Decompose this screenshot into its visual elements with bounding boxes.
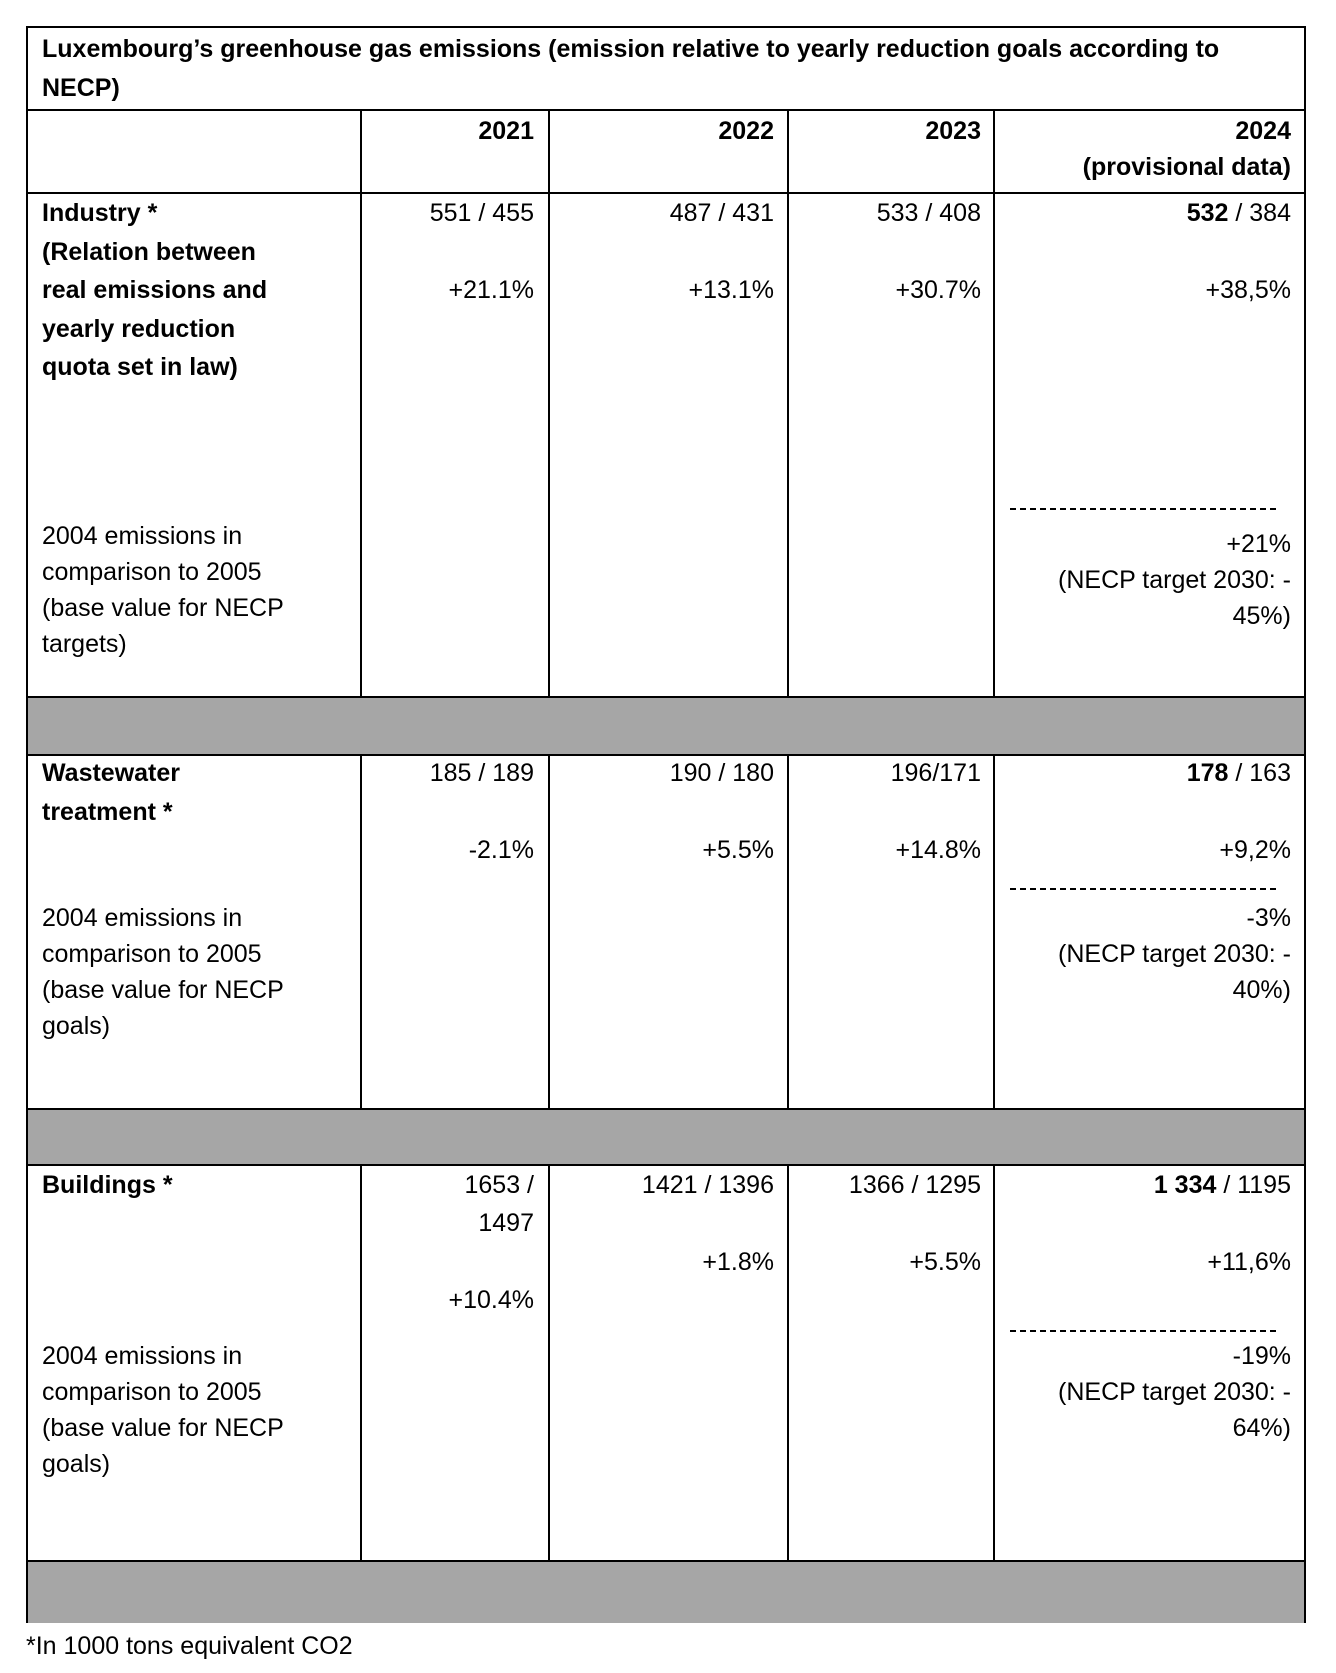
header-year-2023: 2023	[925, 117, 981, 145]
industry-2024-ratio	[995, 194, 1291, 232]
dashed-divider	[1010, 508, 1276, 510]
buildings-2024-change: +11,6%	[1207, 1248, 1291, 1276]
buildings-2022-change: +1.8%	[702, 1248, 774, 1276]
label-line: Buildings *	[42, 1171, 173, 1199]
label-line: (base value for NECP	[42, 1414, 284, 1442]
label-line: (Relation between	[42, 237, 256, 266]
ratio-emission-bold: 1 334	[1153, 1171, 1217, 1199]
wastewater-2023-ratio: 196/171	[890, 759, 981, 787]
wastewater-label	[42, 710, 180, 831]
separator-band-3	[28, 1560, 1304, 1623]
industry-2022-change: +13.1%	[688, 276, 774, 304]
wastewater-2024-change: +9,2%	[1219, 836, 1291, 864]
buildings-target-line-2: 64%)	[1232, 1414, 1291, 1442]
header-year-2024: 2024	[1235, 117, 1291, 145]
buildings-2021-ratio-line-2: 1497	[478, 1209, 534, 1237]
label-line: (base value for NECP	[42, 976, 284, 1004]
col-divider	[787, 754, 789, 1108]
label-line: comparison to 2005	[42, 1378, 262, 1406]
ratio-emission-bold: 532	[1186, 199, 1229, 227]
header-year-2021: 2021	[478, 117, 534, 145]
label-line: targets)	[42, 630, 127, 658]
industry-target-line-1: (NECP target 2030: -	[1058, 566, 1291, 594]
wastewater-2022-change: +5.5%	[702, 836, 774, 864]
label-line: comparison to 2005	[42, 558, 262, 586]
label-line: comparison to 2005	[42, 940, 262, 968]
wastewater-target-line-1: (NECP target 2030: -	[1058, 940, 1291, 968]
buildings-2023-ratio: 1366 / 1295	[848, 1171, 981, 1199]
buildings-2021-change: +10.4%	[448, 1286, 534, 1314]
buildings-2022-ratio: 1421 / 1396	[641, 1171, 774, 1199]
industry-comparison-value: +21%	[1226, 530, 1291, 558]
buildings-2021-ratio-line-1: 1653 /	[464, 1171, 534, 1199]
label-line: yearly reduction	[42, 314, 236, 343]
ratio-emission-bold: 178	[1186, 759, 1229, 787]
buildings-comparison-label	[42, 1338, 284, 1482]
label-line: goals)	[42, 1012, 111, 1040]
col-divider	[548, 1164, 550, 1560]
buildings-target-line-1: (NECP target 2030: -	[1058, 1378, 1291, 1406]
header-year-2024-note: (provisional data)	[1082, 153, 1291, 181]
separator-band-1	[28, 696, 1304, 756]
industry-2023-change: +30.7%	[895, 276, 981, 304]
label-line: 2004 emissions in	[42, 904, 243, 932]
wastewater-comparison-value: -3%	[1246, 904, 1291, 932]
wastewater-2021-ratio: 185 / 189	[429, 759, 534, 787]
ratio-quota: / 384	[1228, 199, 1291, 227]
buildings-2024-ratio	[995, 1166, 1291, 1204]
footnote: *In 1000 tons equivalent CO2	[26, 1632, 353, 1660]
buildings-2023-change: +5.5%	[909, 1248, 981, 1276]
industry-target-line-2: 45%)	[1232, 602, 1291, 630]
industry-comparison-label	[42, 518, 284, 662]
label-line: treatment *	[42, 797, 173, 826]
separator-band-2	[28, 1108, 1304, 1166]
ratio-quota: / 163	[1228, 759, 1291, 787]
industry-2023-ratio: 533 / 408	[876, 199, 981, 227]
col-divider	[548, 754, 550, 1108]
label-line: goals)	[42, 1450, 111, 1478]
wastewater-comparison-label	[42, 900, 284, 1044]
industry-2022-ratio: 487 / 431	[669, 199, 774, 227]
industry-2021-ratio: 551 / 455	[429, 199, 534, 227]
industry-2024-change: +38,5%	[1205, 276, 1291, 304]
col-divider	[360, 754, 362, 1108]
label-line: Industry *	[42, 199, 158, 227]
wastewater-target-line-2: 40%)	[1232, 976, 1291, 1004]
col-divider	[787, 1164, 789, 1560]
dashed-divider	[1010, 888, 1276, 890]
label-line: quota set in law)	[42, 353, 238, 381]
ratio-quota: / 1195	[1216, 1171, 1291, 1199]
buildings-comparison-value: -19%	[1232, 1342, 1291, 1370]
dashed-divider	[1010, 1330, 1276, 1332]
table-title: Luxembourg’s greenhouse gas emissions (emission relative to yearly reduction goals according to NECP)	[42, 35, 1220, 102]
industry-2021-change: +21.1%	[448, 276, 534, 304]
wastewater-2024-ratio	[995, 754, 1291, 792]
wastewater-2022-ratio: 190 / 180	[669, 759, 774, 787]
wastewater-2021-change: -2.1%	[468, 836, 534, 864]
wastewater-2023-change: +14.8%	[895, 836, 981, 864]
header-year-2022: 2022	[718, 117, 774, 145]
label-line: Wastewater	[42, 759, 181, 787]
label-line: (base value for NECP	[42, 594, 284, 622]
label-line: 2004 emissions in	[42, 522, 243, 550]
title-divider	[28, 109, 1304, 111]
label-line: 2004 emissions in	[42, 1342, 243, 1370]
emissions-table	[26, 26, 1306, 1623]
label-line: real emissions and	[42, 276, 268, 304]
industry-label	[42, 194, 267, 387]
buildings-label	[42, 1166, 173, 1205]
